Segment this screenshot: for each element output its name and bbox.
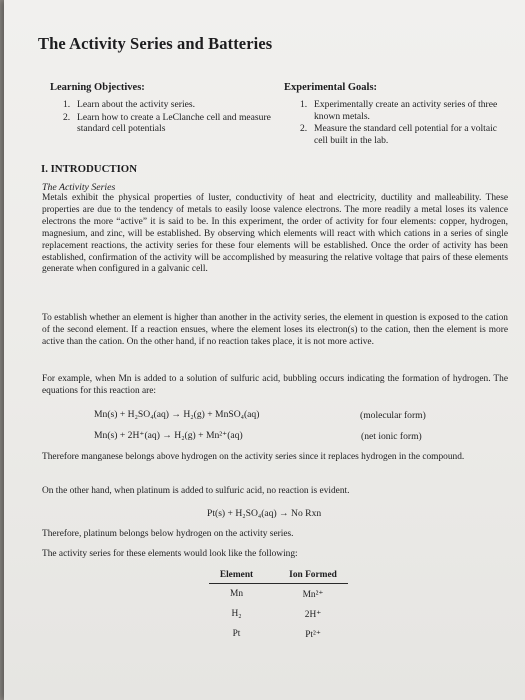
equation-form-label: (molecular form) — [360, 410, 426, 421]
learning-objectives-heading: Learning Objectives: — [50, 82, 145, 93]
table-header: Element — [219, 570, 254, 580]
table-cell: H₂ — [231, 609, 242, 619]
paragraph: Therefore, platinum belongs below hydrogen on the activity series. — [42, 529, 294, 539]
table-header: Ion Formed — [289, 570, 337, 580]
document-page — [4, 0, 525, 700]
paragraph: The activity series for these elements would look like the following: — [42, 549, 298, 559]
paragraph: For example, when Mn is added to a solution of sulfuric acid, bubbling occurs indicating the formation of hydrogen. The equations for this reaction are: — [42, 374, 508, 396]
activity-series-table — [209, 570, 348, 644]
experimental-goals-heading: Experimental Goals: — [284, 82, 378, 93]
section-heading: I. INTRODUCTION — [41, 163, 137, 175]
table-row — [209, 584, 348, 605]
table-row — [209, 604, 348, 624]
table-cell: Pt²⁺ — [305, 629, 321, 640]
table-cell: Mn²⁺ — [302, 589, 324, 600]
platinum-equation: Pt(s) + H₂SO₄(aq) → No Rxn — [207, 508, 322, 519]
table-cell: Mn — [229, 589, 244, 599]
table-row — [209, 624, 348, 644]
paragraph: To establish whether an element is higher than another in the activity series, the element in question is exposed to the cation of the second element. If a reaction ensues, where the element loses its electron(s) to the cation, then the element is more active than the cation. On the other hand, if no reaction takes place, it is not more active. — [42, 313, 508, 347]
table-cell: Pt — [232, 629, 241, 639]
paragraph: Metals exhibit the physical properties of luster, conductivity of heat and electricity, ductility and malleability. These properties are due to the tendency of metals to easily loose valence electrons. The more readily a metal loses its valence electrons the more “active” it is said to be. In this experiment, the order of activity for four elements: copper, hydrogen, magnesium, and zinc, will be established. By observing which elements will react with which cations in a series of single replacement reactions, the activity series for these four elements will be established. Once the order of activity has been established, confirmation of the activity will be accomplished by measuring the relative voltage that pairs of these elements generate when configured in a galvanic cell. — [42, 193, 508, 275]
document-title: The Activity Series and Batteries — [38, 34, 273, 53]
molecular-equation: Mn(s) + H₂SO₄(aq) → H₂(g) + MnSO₄(aq) — [94, 409, 260, 420]
paragraph: Therefore manganese belongs above hydrogen on the activity series since it replaces hydrogen in the compound. — [42, 452, 465, 462]
list-item: 2. Learn how to create a LeClanche cell and measure standard cell potentials — [63, 111, 271, 135]
list-item: 1. Experimentally create an activity series of three known metals. — [300, 99, 498, 122]
list-item: 2. Measure the standard cell potential for a voltaic cell built in the lab. — [300, 123, 498, 146]
learning-objectives-list — [63, 99, 275, 136]
list-item: 1. Learn about the activity series. — [63, 99, 196, 110]
experimental-goals-list — [300, 99, 510, 147]
table-cell: 2H⁺ — [304, 609, 322, 620]
equation-form-label: (net ionic form) — [361, 431, 422, 442]
paragraph: On the other hand, when platinum is added to sulfuric acid, no reaction is evident. — [42, 486, 350, 496]
net-ionic-equation: Mn(s) + 2H⁺(aq) → H₂(g) + Mn²⁺(aq) — [94, 430, 243, 441]
subsection-heading: The Activity Series — [42, 182, 116, 193]
